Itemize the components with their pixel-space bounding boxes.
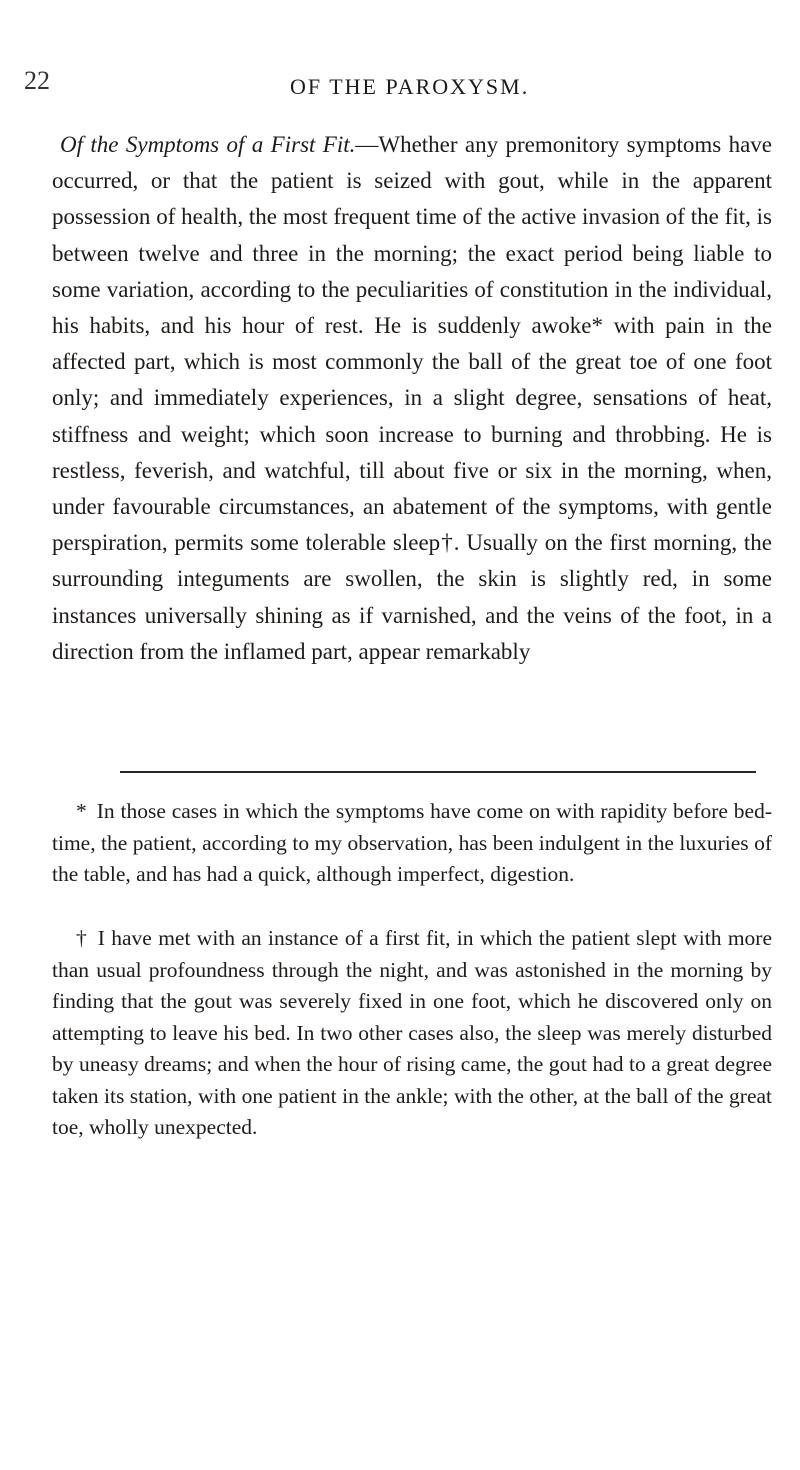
main-body-text: —Whether any premonitory symptoms have occurred, or that the patient is seized with gout, while in the apparent possession of health, the most frequent time of the active invasion of the fit, is between twelve and three in the morning; the exact period being liable to some variation, according to the peculiarities of constitution in the individual, his habits, and his hour of rest. He is suddenly awoke* with pain in the affected part, which is most commonly the ball of the great toe of one foot only; and immediately experiences, in a slight degree, sensations of heat, stiffness and weight; which soon increase to burning and throbbing. He is restless, feverish, and watchful, till about five or six in the morning, when, under favourable circumstances, an abatement of the symptoms, with gentle perspiration, permits some tolerable sleep†. Usually on the first morning, the surrounding integuments are swollen, the skin is slightly red, in some instances universally shining as if varnished, and the veins of the foot, in a direction from the inflamed part, appear remarkably [52,132,772,664]
footnote-mark: † [76,926,88,950]
footnote [52,923,772,1144]
footnote-divider [120,771,756,773]
main-paragraph [52,127,772,670]
section-heading: Of the Symptoms of a First Fit. [60,132,356,157]
footnote-mark: * [76,799,87,823]
page-number: 22 [24,66,50,95]
footnote [52,796,772,891]
footnote-text: I have met with an instance of a first fit, in which the patient slept with more than usual profoundness through the night, and was astonished in the morning by finding that the gout was severely fixed in one foot, which he discovered only on attempting to leave his bed. In two other cases also, the sleep was merely disturbed by uneasy dreams; and when the hour of rising came, the gout had to a great degree taken its station, with one patient in the ankle; with the other, at the ball of the great toe, wholly unexpected. [52,926,772,1139]
footnote-text: In those cases in which the symptoms have come on with rapidity before bed-time, the patient, according to my observation, has been indulgent in the luxuries of the table, and has had a quick, although imperfect, digestion. [52,799,772,886]
running-head: OF THE PAROXYSM. [290,74,530,99]
